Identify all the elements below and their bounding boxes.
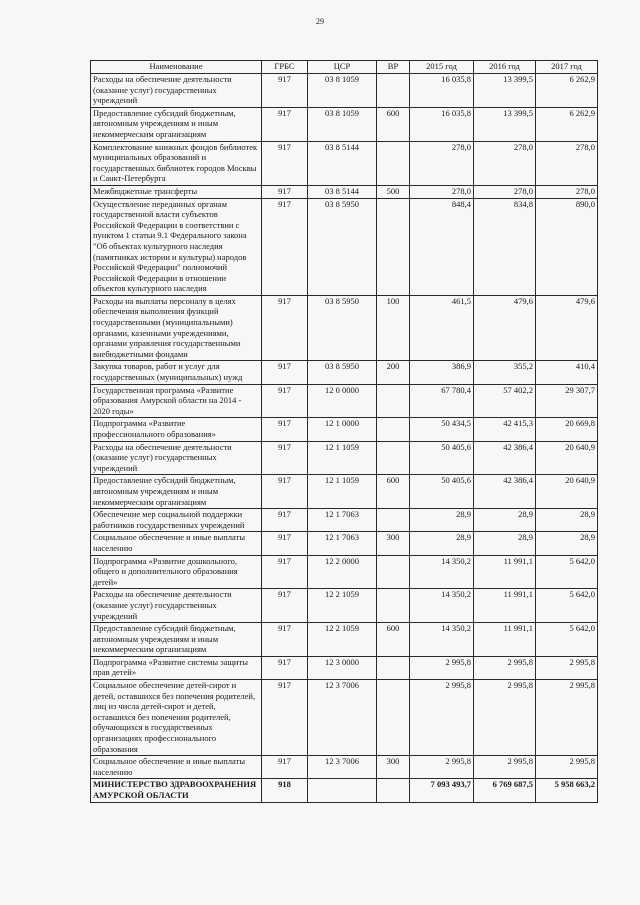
cell-2016: 11 991,1 (474, 589, 536, 623)
cell-2016: 355,2 (474, 361, 536, 384)
cell-name: Социальное обеспечение детей-сирот и детей, оставшихся без попечения родителей, лиц из числа детей-сирот и детей, оставшихся без попечения родителей, обучающихся в государственных организациях профессионального образования (91, 680, 262, 756)
cell-name: Расходы на обеспечение деятельности (оказание услуг) государственных учреждений (91, 441, 262, 475)
cell-2017: 6 262,9 (536, 74, 598, 108)
cell-csr: 12 2 0000 (308, 555, 377, 589)
header-csr: ЦСР (308, 61, 377, 74)
table-row (91, 779, 598, 802)
cell-2016: 13 399,5 (474, 74, 536, 108)
cell-csr (308, 779, 377, 802)
cell-2017: 278,0 (536, 185, 598, 198)
cell-2015: 67 780,4 (410, 384, 474, 418)
cell-name: Подпрограмма «Развитие дошкольного, общего и дополнительного образования детей» (91, 555, 262, 589)
cell-csr: 03 8 5144 (308, 185, 377, 198)
cell-2017: 28,9 (536, 509, 598, 532)
table-row (91, 680, 598, 756)
cell-grbs: 917 (262, 623, 308, 657)
cell-2017: 890,0 (536, 198, 598, 295)
cell-name: Расходы на обеспечение деятельности (оказание услуг) государственных учреждений (91, 589, 262, 623)
cell-2015: 16 035,8 (410, 74, 474, 108)
cell-grbs: 917 (262, 418, 308, 441)
cell-2016: 479,6 (474, 295, 536, 361)
cell-csr: 12 1 1059 (308, 475, 377, 509)
cell-csr: 03 8 1059 (308, 74, 377, 108)
cell-2015: 461,5 (410, 295, 474, 361)
cell-2016: 42 386,4 (474, 441, 536, 475)
cell-csr: 12 1 0000 (308, 418, 377, 441)
cell-2015: 14 350,2 (410, 623, 474, 657)
cell-csr: 12 3 7006 (308, 680, 377, 756)
cell-grbs: 917 (262, 656, 308, 679)
cell-name: Подпрограмма «Развитие профессионального образования» (91, 418, 262, 441)
cell-2017: 6 262,9 (536, 107, 598, 141)
cell-vr (377, 589, 410, 623)
cell-csr: 12 0 0000 (308, 384, 377, 418)
cell-2016: 28,9 (474, 509, 536, 532)
header-name: Наименование (91, 61, 262, 74)
cell-vr: 600 (377, 475, 410, 509)
cell-grbs: 917 (262, 361, 308, 384)
cell-grbs: 917 (262, 589, 308, 623)
cell-2016: 28,9 (474, 532, 536, 555)
header-2015: 2015 год (410, 61, 474, 74)
cell-2016: 11 991,1 (474, 555, 536, 589)
table-row (91, 295, 598, 361)
cell-2016: 57 402,2 (474, 384, 536, 418)
cell-vr: 200 (377, 361, 410, 384)
page-number: 29 (316, 17, 324, 26)
cell-csr: 03 8 5950 (308, 361, 377, 384)
table-row (91, 74, 598, 108)
table-row (91, 107, 598, 141)
cell-name: Социальное обеспечение и иные выплаты населению (91, 756, 262, 779)
cell-grbs: 917 (262, 74, 308, 108)
cell-2017: 20 640,9 (536, 475, 598, 509)
cell-csr: 12 3 7006 (308, 756, 377, 779)
cell-vr (377, 418, 410, 441)
cell-2017: 2 995,8 (536, 756, 598, 779)
cell-csr: 12 3 0000 (308, 656, 377, 679)
cell-2017: 278,0 (536, 141, 598, 185)
cell-name: Подпрограмма «Развитие системы защиты прав детей» (91, 656, 262, 679)
cell-vr (377, 555, 410, 589)
cell-grbs: 917 (262, 185, 308, 198)
cell-2016: 42 386,4 (474, 475, 536, 509)
cell-name: Социальное обеспечение и иные выплаты населению (91, 532, 262, 555)
cell-2016: 6 769 687,5 (474, 779, 536, 802)
cell-2016: 2 995,8 (474, 656, 536, 679)
cell-grbs: 917 (262, 475, 308, 509)
cell-vr: 600 (377, 107, 410, 141)
cell-vr (377, 656, 410, 679)
cell-2015: 278,0 (410, 141, 474, 185)
cell-2015: 7 093 493,7 (410, 779, 474, 802)
header-2016: 2016 год (474, 61, 536, 74)
cell-vr (377, 141, 410, 185)
table-body (91, 74, 598, 803)
cell-2017: 2 995,8 (536, 656, 598, 679)
header-vr: ВР (377, 61, 410, 74)
cell-grbs: 917 (262, 198, 308, 295)
cell-name: Государственная программа «Развитие образования Амурской области на 2014 - 2020 годы» (91, 384, 262, 418)
cell-csr: 12 1 1059 (308, 441, 377, 475)
cell-vr: 100 (377, 295, 410, 361)
budget-table (90, 60, 598, 803)
table-row (91, 361, 598, 384)
table-row (91, 532, 598, 555)
cell-2015: 28,9 (410, 532, 474, 555)
cell-name: Предоставление субсидий бюджетным, автономным учреждениям и иным некоммерческим организациям (91, 623, 262, 657)
table-header-row (91, 61, 598, 74)
cell-2015: 14 350,2 (410, 555, 474, 589)
cell-name: Межбюджетные трансферты (91, 185, 262, 198)
cell-csr: 12 1 7063 (308, 509, 377, 532)
cell-vr: 500 (377, 185, 410, 198)
cell-2015: 50 405,6 (410, 475, 474, 509)
cell-2017: 5 642,0 (536, 623, 598, 657)
cell-name: Расходы на выплаты персоналу в целях обеспечения выполнения функций государственными (муниципальными) органами, казенными учреждениями, органами управления государственными внебюджетными фондами (91, 295, 262, 361)
cell-csr: 03 8 5950 (308, 198, 377, 295)
table-row (91, 656, 598, 679)
cell-2017: 29 307,7 (536, 384, 598, 418)
cell-grbs: 917 (262, 295, 308, 361)
cell-name: Осуществление переданных органам государственной власти субъектов Российской Федерации в соответствии с пунктом 1 статьи 9.1 Федерального закона "Об объектах культурного наследия (памятниках истории и культуры) народов Российской Федерации" полномочий Российской Федерации в отношении объектов культурного наследия (91, 198, 262, 295)
cell-name: Предоставление субсидий бюджетным, автономным учреждениям и иным некоммерческим организациям (91, 107, 262, 141)
cell-2015: 50 405,6 (410, 441, 474, 475)
cell-2017: 2 995,8 (536, 680, 598, 756)
cell-2016: 2 995,8 (474, 680, 536, 756)
cell-2016: 2 995,8 (474, 756, 536, 779)
cell-grbs: 917 (262, 555, 308, 589)
cell-2015: 14 350,2 (410, 589, 474, 623)
cell-2017: 410,4 (536, 361, 598, 384)
cell-name: Расходы на обеспечение деятельности (оказание услуг) государственных учреждений (91, 74, 262, 108)
cell-grbs: 917 (262, 756, 308, 779)
cell-2015: 28,9 (410, 509, 474, 532)
cell-name: МИНИСТЕРСТВО ЗДРАВООХРАНЕНИЯ АМУРСКОЙ ОБЛАСТИ (91, 779, 262, 802)
table-row (91, 198, 598, 295)
table-row (91, 418, 598, 441)
cell-2016: 42 415,3 (474, 418, 536, 441)
cell-vr (377, 198, 410, 295)
table-row (91, 141, 598, 185)
cell-2015: 2 995,8 (410, 680, 474, 756)
cell-grbs: 917 (262, 680, 308, 756)
cell-2016: 11 991,1 (474, 623, 536, 657)
cell-grbs: 918 (262, 779, 308, 802)
cell-2016: 13 399,5 (474, 107, 536, 141)
cell-name: Предоставление субсидий бюджетным, автономным учреждениям и иным некоммерческим организациям (91, 475, 262, 509)
cell-name: Комплектование книжных фондов библиотек муниципальных образований и государственных библиотек городов Москвы и Санкт-Петербурга (91, 141, 262, 185)
cell-grbs: 917 (262, 107, 308, 141)
cell-grbs: 917 (262, 384, 308, 418)
cell-vr (377, 384, 410, 418)
cell-vr: 300 (377, 756, 410, 779)
cell-csr: 03 8 5144 (308, 141, 377, 185)
cell-grbs: 917 (262, 509, 308, 532)
cell-vr: 300 (377, 532, 410, 555)
cell-2017: 28,9 (536, 532, 598, 555)
cell-2015: 278,0 (410, 185, 474, 198)
cell-2017: 20 669,8 (536, 418, 598, 441)
table-row (91, 509, 598, 532)
table-row (91, 756, 598, 779)
cell-csr: 03 8 5950 (308, 295, 377, 361)
cell-2015: 386,9 (410, 361, 474, 384)
cell-2017: 5 642,0 (536, 589, 598, 623)
table-row (91, 475, 598, 509)
cell-2016: 278,0 (474, 141, 536, 185)
cell-2015: 848,4 (410, 198, 474, 295)
cell-2015: 16 035,8 (410, 107, 474, 141)
cell-csr: 12 2 1059 (308, 623, 377, 657)
cell-csr: 12 1 7063 (308, 532, 377, 555)
cell-vr: 600 (377, 623, 410, 657)
cell-2017: 5 642,0 (536, 555, 598, 589)
cell-2017: 20 640,9 (536, 441, 598, 475)
cell-grbs: 917 (262, 532, 308, 555)
table-row (91, 185, 598, 198)
cell-2017: 479,6 (536, 295, 598, 361)
cell-vr (377, 779, 410, 802)
cell-grbs: 917 (262, 441, 308, 475)
cell-2017: 5 958 663,2 (536, 779, 598, 802)
cell-2015: 2 995,8 (410, 756, 474, 779)
cell-grbs: 917 (262, 141, 308, 185)
cell-2016: 278,0 (474, 185, 536, 198)
cell-csr: 12 2 1059 (308, 589, 377, 623)
header-2017: 2017 год (536, 61, 598, 74)
cell-2015: 2 995,8 (410, 656, 474, 679)
table-row (91, 384, 598, 418)
header-grbs: ГРБС (262, 61, 308, 74)
table-row (91, 441, 598, 475)
cell-vr (377, 74, 410, 108)
cell-2016: 834,8 (474, 198, 536, 295)
table-row (91, 555, 598, 589)
cell-name: Закупка товаров, работ и услуг для государственных (муниципальных) нужд (91, 361, 262, 384)
table-row (91, 589, 598, 623)
cell-csr: 03 8 1059 (308, 107, 377, 141)
cell-vr (377, 509, 410, 532)
cell-vr (377, 441, 410, 475)
cell-name: Обеспечение мер социальной поддержки работников государственных учреждений (91, 509, 262, 532)
cell-2015: 50 434,5 (410, 418, 474, 441)
cell-vr (377, 680, 410, 756)
table-row (91, 623, 598, 657)
